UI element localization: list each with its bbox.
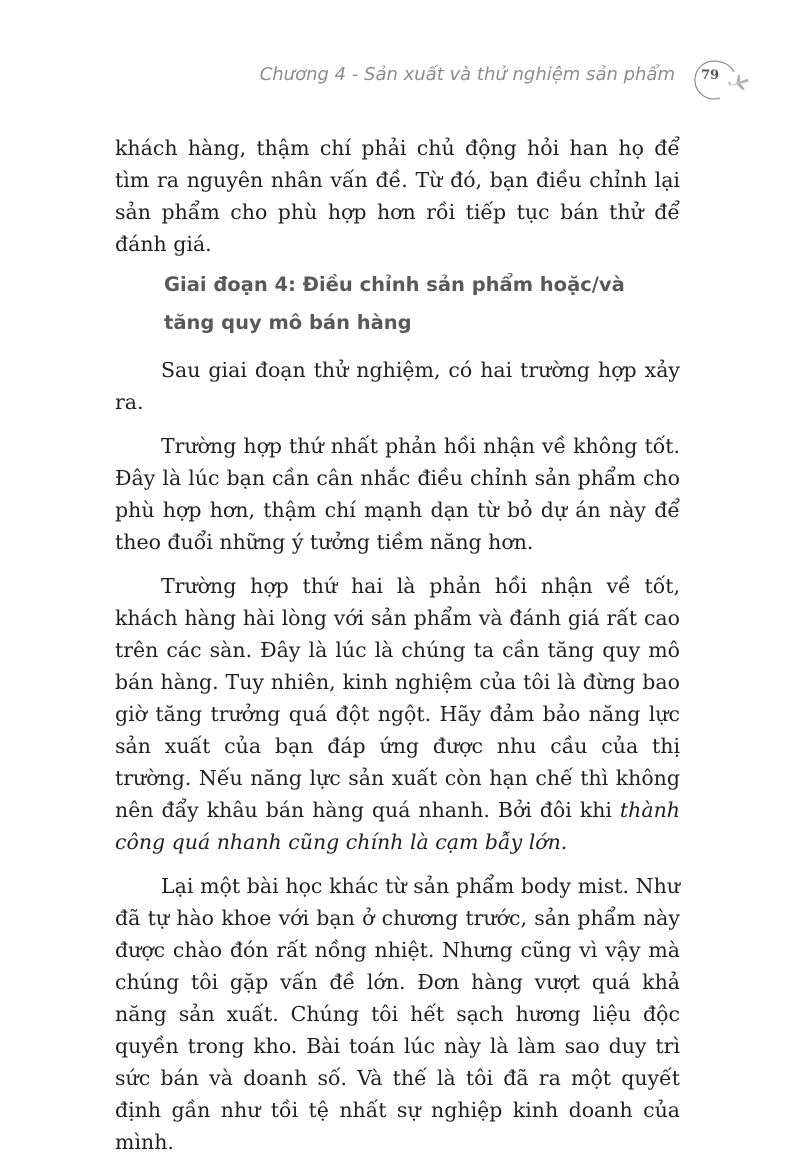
page-number-badge — [690, 58, 752, 102]
paragraph-3-text: Trường hợp thứ hai là phản hồi nhận về tốt, khách hàng hài lòng với sản phẩm và đánh giá rất cao trên các sàn. Đây là lúc là chúng ta cần tăng quy mô bán hàng. Tuy nhiên, kinh nghiệm của tôi là đừng bao giờ tăng trưởng quá đột ngột. Hãy đảm bảo năng lực sản xuất của bạn đáp ứng được nhu cầu của thị trường. Nếu năng lực sản xuất còn hạn chế thì không nên đẩy khâu bán hàng quá nhanh. Bởi đôi khi — [115, 574, 680, 822]
running-header-chapter-title: Chương 4 - Sản xuất và thử nghiệm sản phẩm — [259, 64, 675, 85]
paragraph-2: Trường hợp thứ nhất phản hồi nhận về không tốt. Đây là lúc bạn cần cân nhắc điều chỉnh sản phẩm cho phù hợp hơn, thậm chí mạnh dạn từ bỏ dự án này để theo đuổi những ý tưởng tiềm năng hơn. — [115, 434, 680, 554]
paragraph-continued: khách hàng, thậm chí phải chủ động hỏi han họ để tìm ra nguyên nhân vấn đề. Từ đó, bạn điều chỉnh lại sản phẩm cho phù hợp hơn rồi tiếp tục bán thử để đánh giá. — [115, 136, 680, 256]
section-heading: Giai đoạn 4: Điều chỉnh sản phẩm hoặc/và tăng quy mô bán hàng — [164, 273, 625, 334]
paragraph-1: Sau giai đoạn thử nghiệm, có hai trường hợp xảy ra. — [115, 358, 680, 414]
paragraph-3 — [115, 570, 680, 858]
paragraph-4: Lại một bài học khác từ sản phẩm body mist. Như đã tự hào khoe với bạn ở chương trước, sản phẩm này được chào đón rất nồng nhiệt. Nhưng cũng vì vậy mà chúng tôi gặp vấn đề lớn. Đơn hàng vượt quá khả năng sản xuất. Chúng tôi hết sạch hương liệu độc quyền trong kho. Bài toán lúc này là làm sao duy trì sức bán và doanh số. Và thế là tôi đã ra một quyết định gần như tồi tệ nhất sự nghiệp kinh doanh của mình. — [115, 874, 680, 1154]
page-number: 79 — [700, 68, 720, 83]
body-text — [115, 132, 680, 1158]
paragraph-3-italic: thành công quá nhanh cũng chính là cạm bẫy lớn. — [115, 798, 680, 854]
